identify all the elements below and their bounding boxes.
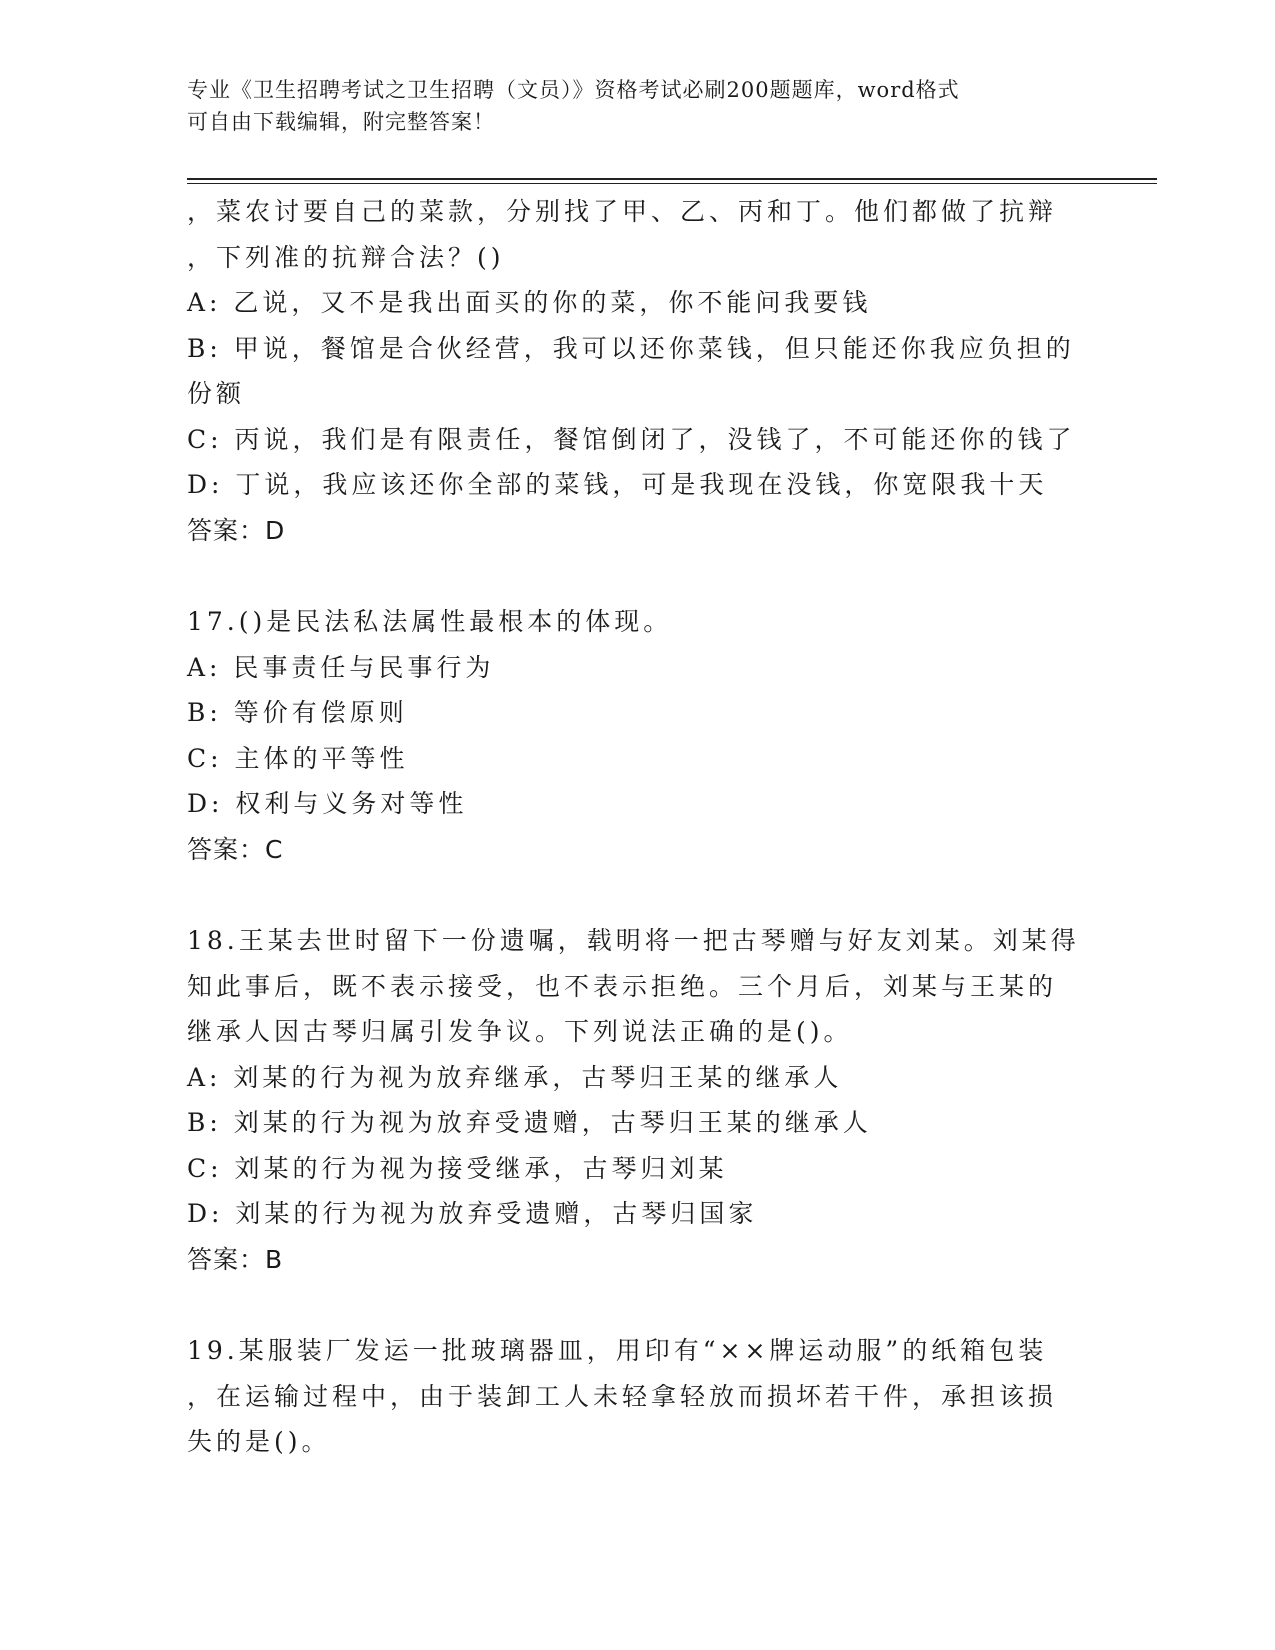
header-divider-thick (187, 178, 1157, 180)
question-stem-line: 失的是()。 (187, 1427, 331, 1456)
option-a: A: 民事责任与民事行为 (187, 652, 495, 682)
spacer (187, 553, 1087, 599)
question-stem-line: 知此事后，既不表示接受，也不表示拒绝。三个月后，刘某与王某的 (187, 971, 1058, 1001)
option-d: D: 丁说，我应该还你全部的菜钱，可是我现在没钱，你宽限我十天 (187, 470, 1048, 499)
option-a: A: 刘某的行为视为放弃继承，古琴归王某的继承人 (187, 1062, 843, 1092)
answer-label: 答案：C (187, 834, 284, 864)
option-b: B: 等价有偿原则 (187, 698, 408, 727)
question-18 (187, 918, 1087, 1282)
question-stem-line: 继承人因古琴归属引发争议。下列说法正确的是()。 (187, 1017, 853, 1046)
question-stem-line: ，菜农讨要自己的菜款，分别找了甲、乙、丙和丁。他们都做了抗辩 (187, 197, 1058, 226)
spacer (187, 1282, 1087, 1328)
option-c: C: 主体的平等性 (187, 743, 409, 773)
option-c: C: 刘某的行为视为接受继承，古琴归刘某 (187, 1153, 728, 1183)
option-b: B: 刘某的行为视为放弃受遗赠，古琴归王某的继承人 (187, 1108, 872, 1137)
header-title-line-1: 专业《卫生招聘考试之卫生招聘（文员）》资格考试必刷200题题库，word格式 (187, 78, 960, 102)
question-stem-line: ，下列准的抗辩合法？() (187, 242, 505, 272)
option-c: C: 丙说，我们是有限责任，餐馆倒闭了，没钱了，不可能还你的钱了 (187, 424, 1076, 454)
header-divider-thin (187, 183, 1157, 184)
option-b: B: 甲说，餐馆是合伙经营，我可以还你菜钱，但只能还你我应负担的 (187, 333, 1075, 363)
question-stem-line: ，在运输过程中，由于装卸工人未轻拿轻放而损坏若干件，承担该损 (187, 1381, 1058, 1411)
option-b-continued: 份额 (187, 379, 246, 408)
question-stem-line: 18.王某去世时留下一份遗嘱，载明将一把古琴赠与好友刘某。刘某得 (187, 926, 1080, 955)
spacer (187, 872, 1087, 918)
question-list (187, 189, 1087, 1465)
answer-label: 答案：B (187, 1244, 284, 1274)
question-19 (187, 1328, 1087, 1465)
question-16 (187, 189, 1087, 553)
question-stem-line: 17.()是民法私法属性最根本的体现。 (187, 607, 673, 636)
document-header (187, 74, 1087, 138)
question-17 (187, 599, 1087, 872)
answer-label: 答案：D (187, 515, 286, 545)
option-d: D: 刘某的行为视为放弃受遗赠，古琴归国家 (187, 1199, 758, 1228)
question-stem-line: 19.某服装厂发运一批玻璃器皿，用印有“××牌运动服”的纸箱包装 (187, 1336, 1048, 1365)
option-d: D: 权利与义务对等性 (187, 789, 468, 818)
header-title-line-2: 可自由下载编辑，附完整答案！ (187, 110, 495, 134)
option-a: A: 乙说，又不是我出面买的你的菜，你不能问我要钱 (187, 288, 872, 317)
